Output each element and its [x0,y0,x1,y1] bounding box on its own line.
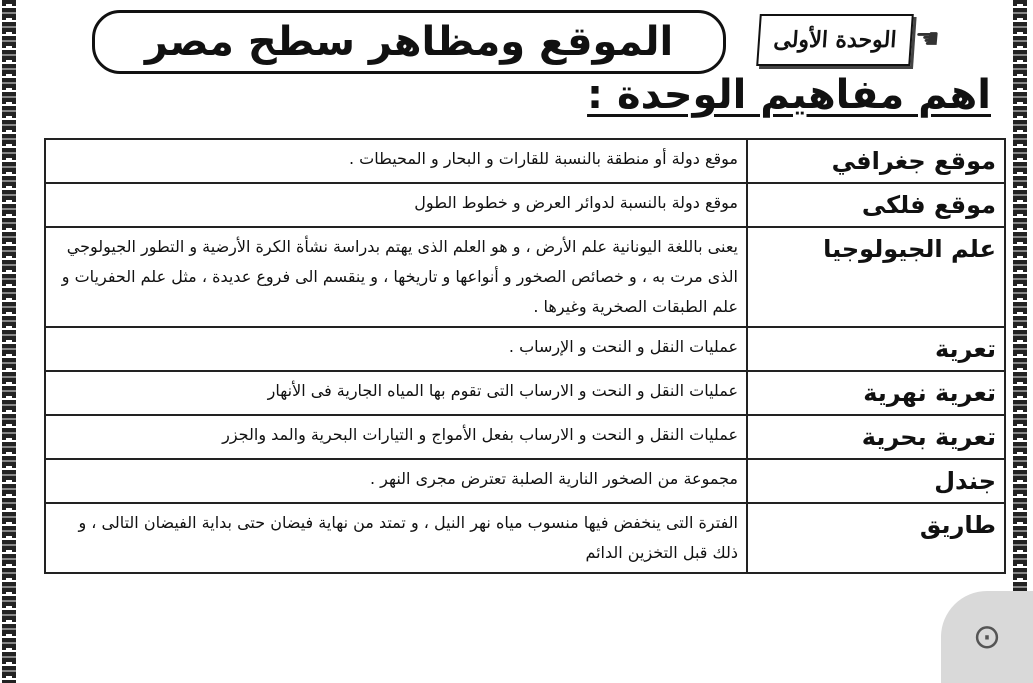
concept-term: تعرية بحرية [747,415,1005,459]
table-row [45,227,1005,327]
concept-term: علم الجيولوجيا [747,227,1005,327]
concept-term: تعرية نهرية [747,371,1005,415]
concept-term: طاريق [747,503,1005,573]
page-title: الموقع ومظاهر سطح مصر [92,10,726,74]
concept-definition: موقع دولة أو منطقة بالنسبة للقارات و البحار و المحيطات . [45,139,747,183]
table-row [45,327,1005,371]
concepts-table [44,138,1006,574]
concept-term: موقع جغرافي [747,139,1005,183]
concepts-heading: اهم مفاهيم الوحدة : [587,72,991,118]
table-row [45,371,1005,415]
camera-lens-icon[interactable]: ⊙ [941,591,1033,683]
table-row [45,183,1005,227]
concept-definition: يعنى باللغة اليونانية علم الأرض ، و هو العلم الذى يهتم بدراسة نشأة الكرة الأرضية و التطور الجيولوجي الذى مرت به ، و خصائص الصخور و أنواعها و تاريخها ، و ينقسم الى فروع عديدة ، مثل علم الحفريات و علم الطبقات الصخرية وغيرها . [45,227,747,327]
concept-definition: عمليات النقل و النحت و الارساب بفعل الأمواج و التيارات البحرية والمد والجزر [45,415,747,459]
table-row [45,415,1005,459]
concept-definition: عمليات النقل و النحت و الارساب التى تقوم بها المياه الجارية فى الأنهار [45,371,747,415]
concept-definition: موقع دولة بالنسبة لدوائر العرض و خطوط الطول [45,183,747,227]
concept-term: تعرية [747,327,1005,371]
unit-badge [750,6,950,66]
concept-term: موقع فلكى [747,183,1005,227]
concept-term: جندل [747,459,1005,503]
table-row [45,459,1005,503]
concept-definition: الفترة التى ينخفض فيها منسوب مياه نهر النيل ، و تمتد من نهاية فيضان حتى بداية الفيضان التالى ، و ذلك قبل التخزين الدائم [45,503,747,573]
table-row [45,139,1005,183]
pointing-hand-icon: ☚ [914,22,940,55]
unit-badge-label: الوحدة الأولى [756,14,914,66]
right-border-decoration [1013,0,1027,683]
left-border-decoration [2,0,16,683]
concept-definition: عمليات النقل و النحت و الإرساب . [45,327,747,371]
concept-definition: مجموعة من الصخور النارية الصلبة تعترض مجرى النهر . [45,459,747,503]
table-row [45,503,1005,573]
